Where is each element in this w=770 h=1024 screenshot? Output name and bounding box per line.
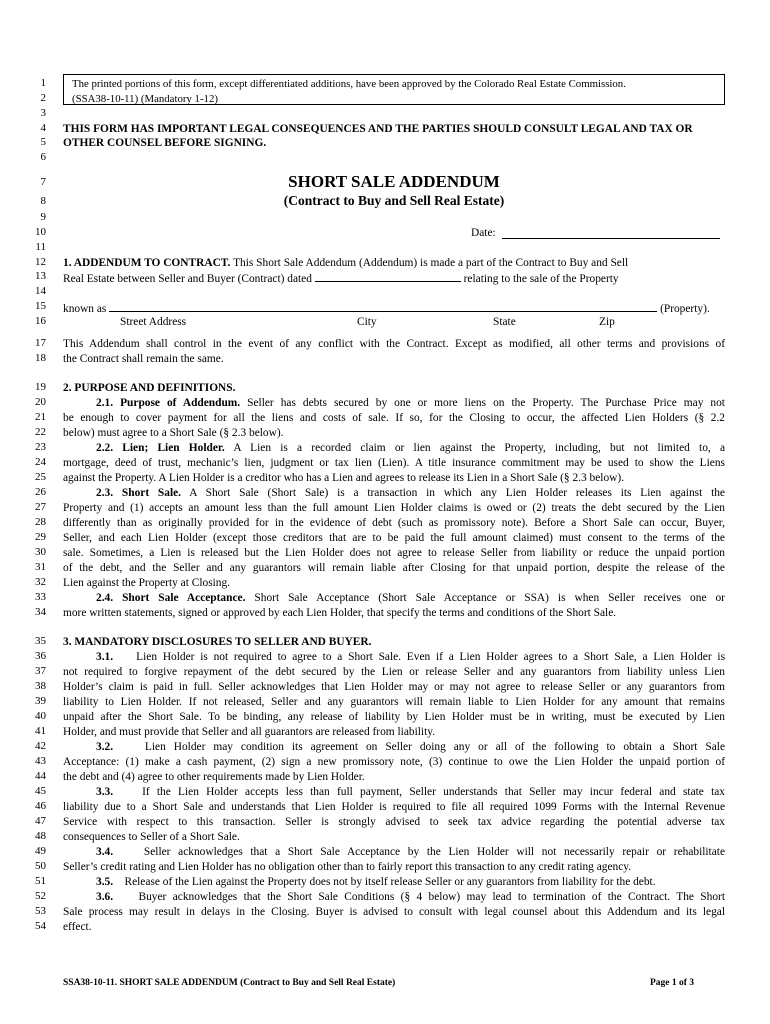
contract-date-field[interactable] — [315, 270, 461, 282]
line-40: unpaid after the Short Sale. To be binding, any release of liability by Lien Holder must be in writing, must be executed by Lien — [63, 711, 725, 723]
line-23: A Lien is a recorded claim or lien against the Property, including, but not limited to, a — [233, 442, 725, 454]
document-title: SHORT SALE ADDENDUM — [288, 172, 500, 191]
line-43: Acceptance: (1) make a cash payment, (2) sign a new promissory note, (3) continue to owe the Lien Holder the unpaid portion of — [63, 756, 725, 768]
property-address-field[interactable] — [109, 300, 657, 312]
document-subtitle: (Contract to Buy and Sell Real Estate) — [283, 193, 505, 208]
section-1-line-2a: Real Estate between Seller and Buyer (Contract) dated — [63, 273, 312, 285]
city-label: City — [357, 316, 377, 328]
state-label: State — [493, 316, 516, 328]
line-21: be enough to cover payment for all the liens and costs of sale. If so, for the Closing to occur, the affected Lien Holders (§ 2.2 — [63, 412, 725, 424]
line-47: Service with respect to this transaction. Seller is strongly advised to seek tax advice regarding the potential adverse tax — [63, 816, 725, 828]
known-as-label: known as — [63, 303, 107, 315]
footer-page-number: Page 1 of 3 — [650, 978, 695, 988]
warning-line-1: THIS FORM HAS IMPORTANT LEGAL CONSEQUENCES AND THE PARTIES SHOULD CONSULT LEGAL AND TAX OR — [63, 123, 693, 135]
line-51: Release of the Lien against the Property does not by itself release Seller or any guarantors from liability for the debt. — [124, 876, 656, 888]
header-box-line-2: (SSA38-10-11) (Mandatory 1-12) — [72, 93, 218, 105]
heading-3-3: 3.3. — [96, 786, 114, 798]
line-22: below) must agree to a Short Sale (§ 2.3 below). — [63, 427, 284, 439]
footer-form-id: SSA38-10-11. SHORT SALE ADDENDUM (Contract to Buy and Sell Real Estate) — [63, 978, 396, 988]
heading-3-2: 3.2. — [96, 741, 114, 753]
line-24: mortgage, deed of trust, mechanic’s lien, judgment or tax lien (Lien). A title insurance commitment may be used to show the Liens — [63, 457, 725, 469]
line-20: Seller has debts secured by one or more liens on the Property. The Purchase Price may not — [247, 397, 725, 409]
heading-3-6: 3.6. — [96, 891, 114, 903]
line-50: Seller’s credit rating and Lien Holder has no obligation other than to fairly report this transaction to any credit rating agency. — [63, 861, 632, 873]
line-37: not required to forgive repayment of the debt secured by the Lien or release Seller and any guarantors from liability unless Lien — [63, 666, 725, 678]
paragraph-17: This Addendum shall control in the event of any conflict with the Contract. Except as modified, all other terms and provisions of — [63, 338, 725, 350]
line-49: Seller acknowledges that a Short Sale Acceptance by the Lien Holder will not necessarily repair or rehabilitate — [143, 846, 726, 858]
heading-3-5: 3.5. — [96, 876, 114, 888]
street-address-label: Street Address — [120, 316, 187, 328]
section-3-heading: 3. MANDATORY DISCLOSURES TO SELLER AND BUYER. — [63, 636, 372, 648]
line-48: consequences to Seller of a Short Sale. — [63, 831, 240, 843]
line-26: A Short Sale (Short Sale) is a transaction in which any Lien Holder releases its Lien against the — [189, 487, 725, 499]
line-27: Property and (1) accepts an amount less than the full amount Lien Holder claims is owed or (2) treats the debt secured by the Lien — [63, 502, 725, 514]
line-33: Short Sale Acceptance (Short Sale Acceptance or SSA) is when Seller receives one or — [254, 592, 725, 604]
line-36: Lien Holder is not required to agree to a Short Sale. Even if a Lien Holder agrees to a Short Sale, a Lien Holder is — [136, 651, 726, 663]
line-25: against the Property. A Lien Holder is a creditor who has a Lien and agrees to release its Lien in a Short Sale (§ 2.3 below). — [63, 472, 625, 484]
property-label: (Property). — [660, 303, 710, 315]
line-34: more written statements, signed or approved by each Lien Holder, that specify the terms and conditions of the Short Sale. — [63, 607, 617, 619]
line-29: Seller, and each Lien Holder (except those creditors that are to be paid the full amount claimed) must consent to the terms of the — [63, 532, 725, 544]
line-38: Holder’s claim is paid in full. Seller acknowledges that Lien Holder may or may not agree to release Seller or any guarantors from — [63, 681, 725, 693]
heading-2-4: 2.4. Short Sale Acceptance. — [96, 592, 246, 604]
warning-line-2: OTHER COUNSEL BEFORE SIGNING. — [63, 137, 267, 149]
line-44: the debt and (4) agree to other requirements made by Lien Holder. — [63, 771, 365, 783]
zip-label: Zip — [599, 316, 615, 328]
date-field[interactable] — [502, 227, 720, 239]
date-label: Date: — [471, 227, 496, 239]
heading-3-4: 3.4. — [96, 846, 114, 858]
line-42: Lien Holder may condition its agreement on Seller doing any or all of the following to obtain a Short Sale — [144, 741, 726, 753]
line-39: liability to Lien Holder. If not released, Seller and any guarantors will remain liable to Lien Holder for any amount that remains — [63, 696, 725, 708]
section-2-heading: 2. PURPOSE AND DEFINITIONS. — [63, 382, 236, 394]
section-1-heading: 1. ADDENDUM TO CONTRACT. — [63, 257, 231, 269]
line-54: effect. — [63, 921, 92, 933]
heading-2-3: 2.3. Short Sale. — [96, 487, 182, 499]
line-41: Holder, and must provide that Seller and all guarantors are released from liability. — [63, 726, 436, 738]
line-28: differently than as originally provided for in the evidence of debt (such as promissory note). Before a Short Sale can occur, Buyer, — [63, 517, 725, 529]
line-46: liability due to a Short Sale and understands that Lien Holder is required to file all required 1099 Forms with the Internal Revenue — [63, 801, 725, 813]
header-box-line-1: The printed portions of this form, except differentiated additions, have been approved by the Colorado Real Estate Commission. — [72, 78, 626, 90]
line-53: Sale process may result in delays in the Closing. Buyer is advised to consult with legal counsel about this Addendum and its legal — [63, 906, 725, 918]
line-30: sale. Sometimes, a Lien is released but the Lien Holder does not agree to release Seller from liability or reduce the unpaid portion — [63, 547, 725, 559]
line-45: If the Lien Holder accepts less than full payment, Seller understands that Seller may incur federal and state tax — [142, 786, 726, 798]
section-1-line-1: This Short Sale Addendum (Addendum) is made a part of the Contract to Buy and Sell — [233, 257, 629, 269]
section-1-line-2b: relating to the sale of the Property — [463, 273, 619, 285]
heading-2-2: 2.2. Lien; Lien Holder. — [96, 442, 225, 454]
heading-2-1: 2.1. Purpose of Addendum. — [96, 397, 241, 409]
line-52: Buyer acknowledges that the Short Sale Conditions (§ 4 below) may lead to termination of the Contract. The Short — [138, 891, 725, 903]
line-32: Lien against the Property at Closing. — [63, 577, 231, 589]
line-31: of the debt, and the Seller and any guarantors will remain liable after Closing for that unpaid portion, despite the release of the — [63, 562, 725, 574]
heading-3-1: 3.1. — [96, 651, 114, 663]
paragraph-18: the Contract shall remain the same. — [63, 353, 224, 365]
